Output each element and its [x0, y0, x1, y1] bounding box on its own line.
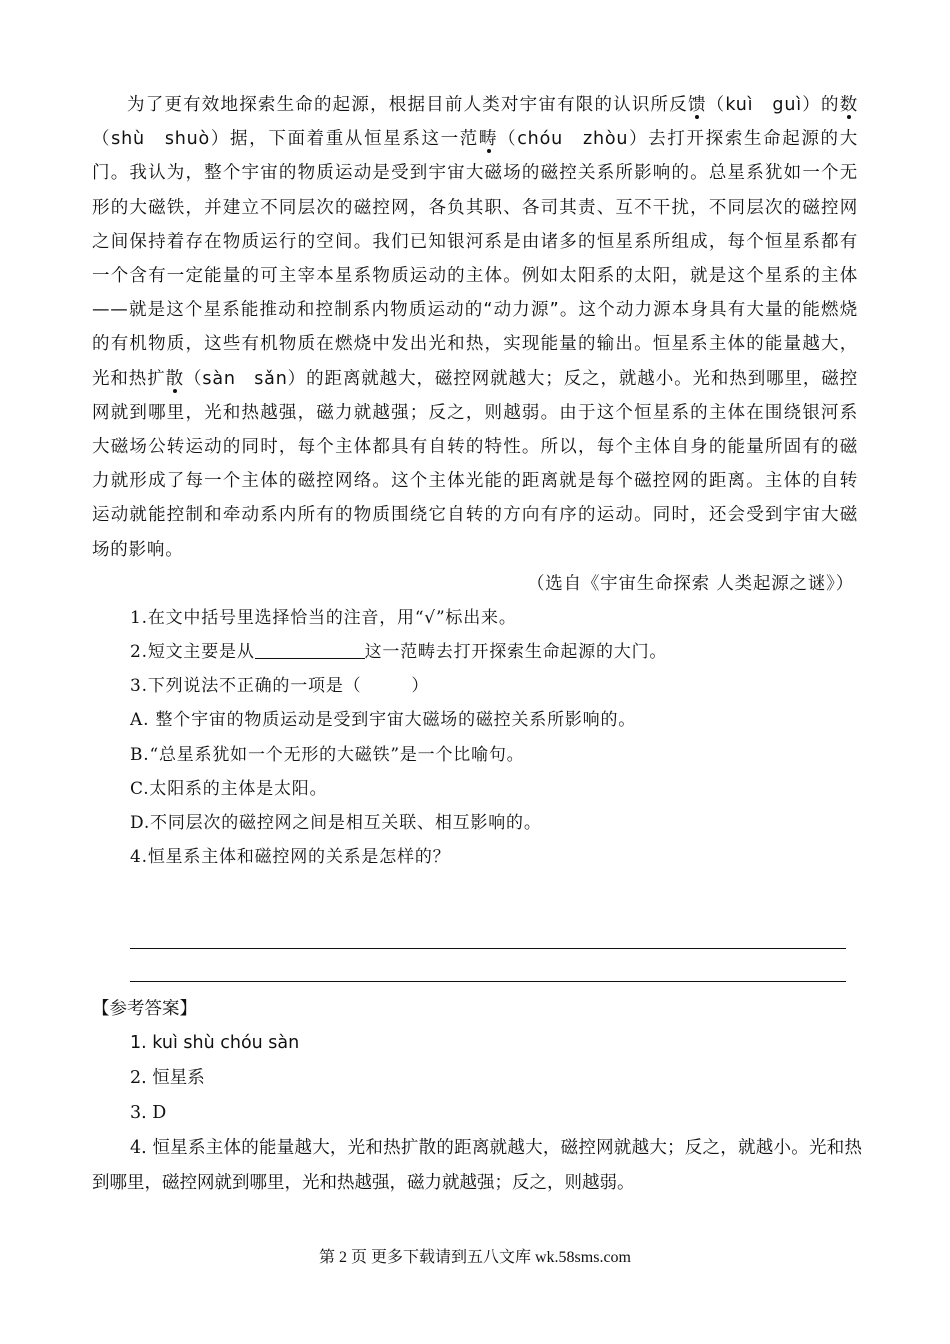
question-text: ）: [411, 676, 430, 697]
reading-section: [92, 88, 858, 874]
emphasis-char: 畴: [478, 129, 499, 150]
answer-1: 1. kuì shù chóu sàn: [130, 1033, 300, 1053]
option-b: B.“总星系犹如一个无形的大磁铁”是一个比喻句。: [130, 744, 525, 765]
emphasis-char: 散: [165, 368, 185, 389]
question-text: 这一范畴去打开探索生命起源的大门。: [364, 642, 668, 663]
answer-line[interactable]: [130, 981, 846, 982]
question-1: 1.在文中括号里选择恰当的注音，用“√”标出来。: [130, 607, 517, 628]
question-text: 3.下列说法不正确的一项是（: [130, 676, 362, 697]
passage-source: （选自《宇宙生命探索 人类起源之谜》）: [526, 573, 854, 594]
emphasis-char: 馈: [687, 95, 707, 115]
option-c: C.太阳系的主体是太阳。: [130, 778, 328, 799]
option-a: A. 整个宇宙的物质运动是受到宇宙大磁场的磁控关系所影响的。: [130, 710, 637, 731]
answer-4: 4. 恒星系主体的能量越大，光和热扩散的距离就越大，磁控网就越大；反之，就越小。光和热到哪里，磁控网就到哪里，光和热越强，磁力就越强；反之，则越弱。: [92, 1138, 862, 1193]
passage-text: 为了更有效地探索生命的起源，根据目前人类对宇宙有限的认识所反: [127, 95, 688, 115]
question-3: [92, 669, 858, 703]
answer-2: 2. 恒星系: [130, 1068, 205, 1088]
passage-text: （shù shuò）据，下面着重从恒星系这一范: [92, 129, 479, 150]
question-text: 2.短文主要是从: [130, 642, 255, 663]
emphasis-char: 数: [839, 95, 858, 115]
answer-key: [92, 992, 862, 1201]
passage-text: （chóu zhòu）去打开探索生命起源的大门。我认为，整个宇宙的物质运动是受到宇宙大磁场的磁控关系所影响的。总星系犹如一个无形的大磁铁，并建立不同层次的磁控网，各负其职、各司其责、互不干扰，不同层次的磁控网之间保持着存在物质运行的空间。我们已知银河系是由诸多的恒星系所组成，每个恒星系都有一个含有一定能量的可主宰本星系物质运动的主体。例如太阳系的太阳，就是这个星系的主体——就是这个星系能推动和控制系内物质运动的“动力源”。这个动力源本身具有大量的能燃烧的有机物质，这些有机物质在燃烧中发出光和热，实现能量的输出。恒星系主体的能量越大，光和热扩: [92, 129, 858, 389]
answer-key-title: 【参考答案】: [92, 999, 197, 1019]
passage-text: （sàn sǎn）的距离就越大，磁控网就越大；反之，就越小。光和热到哪里，磁控网就到哪里，光和热越强，磁力就越强；反之，则越弱。由于这个恒星系的主体在围绕银河系大磁场公转运动的同时，每个主体都具有自转的特性。所以，每个主体自身的能量所固有的磁力就形成了每一个主体的磁控网络。这个主体光能的距离就是每个磁控网的距离。主体的自转运动就能控制和牵动系内所有的物质围绕它自转的方向有序的运动。同时，还会受到宇宙大磁场的影响。: [92, 368, 858, 560]
page-footer: 第 2 页 更多下载请到五八文库 wk.58sms.com: [318, 1249, 631, 1266]
question-2: [92, 635, 858, 669]
question-4: 4.恒星系主体和磁控网的关系是怎样的？: [130, 847, 451, 868]
answer-line[interactable]: [130, 948, 846, 949]
passage-text: （kuì guì）的: [706, 95, 840, 115]
fill-blank[interactable]: [255, 640, 365, 659]
option-d: D.不同层次的磁控网之间是相互关联、相互影响的。: [130, 813, 542, 834]
answer-3: 3. D: [130, 1103, 167, 1123]
passage-paragraph: [92, 88, 858, 567]
